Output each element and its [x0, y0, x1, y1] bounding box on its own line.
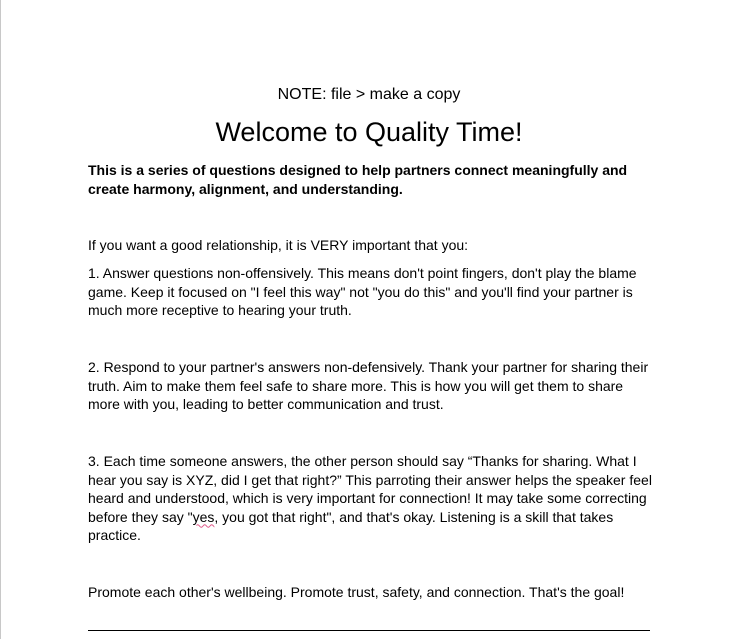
point-3-paragraph	[88, 452, 652, 545]
intro-paragraph: This is a series of questions designed to help partners connect meaningfully and create harmony, alignment, and understanding.	[88, 162, 628, 197]
horizontal-rule	[88, 630, 650, 631]
point-2-paragraph: 2. Respond to your partner's answers non-defensively. Thank your partner for sharing their truth. Aim to make them feel safe to share more. This is how you will get them to share more with you, leading to better communication and trust.	[88, 359, 649, 412]
closing-paragraph: Promote each other's wellbeing. Promote trust, safety, and connection. That's the goal!	[88, 584, 625, 600]
spellcheck-flagged-word[interactable]: yes	[192, 508, 215, 525]
point-3-text-end: , you got that right", and that's okay. Listening is a skill that takes practice.	[88, 508, 614, 543]
document-title: Welcome to Quality Time!	[215, 117, 523, 147]
point-1-paragraph: 1. Answer questions non-offensively. This means don't point fingers, don't play the blame game. Keep it focused on "I feel this way" not "you do this" and you'll find your partner is much more receptive to hearing your truth.	[88, 265, 637, 318]
copy-note: NOTE: file > make a copy	[277, 86, 461, 103]
point-3-text-start: 3. Each time someone answers, the other person should say “Thanks for sharing. What I hear you say is XYZ, did I get that right?” This parroting their answer helps the speaker feel heard and understood, which is very important for connection! It may take some correcting before they say "	[88, 453, 652, 525]
lead-paragraph: If you want a good relationship, it is VERY important that you:	[88, 237, 469, 253]
